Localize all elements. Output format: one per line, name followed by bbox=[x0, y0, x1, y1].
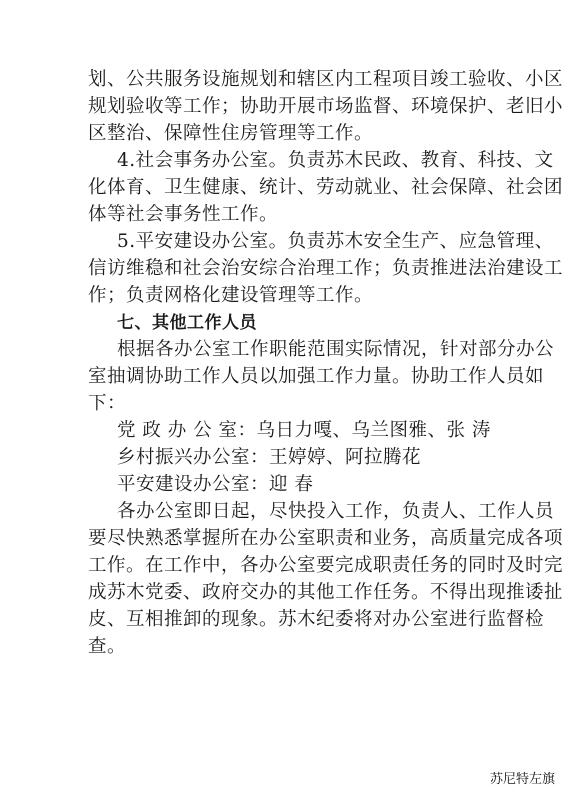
paragraph-line: 规划验收等工作；协助开展市场监督、环境保护、老旧小 bbox=[88, 96, 564, 117]
footer-label: 苏尼特左旗 bbox=[490, 772, 556, 787]
paragraph-line: 4.社会事务办公室。负责苏木民政、教育、科技、文 bbox=[117, 150, 554, 171]
staff-list-item: 平安建设办公室：迎 春 bbox=[117, 474, 314, 495]
paragraph-line: 各办公室即日起，尽快投入工作，负责人、工作人员 bbox=[117, 501, 555, 522]
paragraph-line: 信访维稳和社会治安综合治理工作；负责推进法治建设工 bbox=[88, 258, 564, 279]
staff-list-item: 乡村振兴办公室：王婷婷、阿拉腾花 bbox=[117, 447, 422, 468]
paragraph-line: 根据各办公室工作职能范围实际情况，针对部分办公 bbox=[117, 339, 555, 360]
paragraph-line: 要尽快熟悉掌握所在办公室职责和业务，高质量完成各项 bbox=[88, 528, 564, 549]
section-heading: 七、其他工作人员 bbox=[117, 313, 257, 333]
paragraph-line: 皮、互相推卸的现象。苏木纪委将对办公室进行监督检 bbox=[88, 609, 545, 630]
staff-list-item: 党 政 办 公 室：乌日力嘎、乌兰图雅、张 涛 bbox=[117, 420, 491, 441]
paragraph-line: 体等社会事务性工作。 bbox=[88, 204, 279, 225]
paragraph-line: 化体育、卫生健康、统计、劳动就业、社会保障、社会团 bbox=[88, 177, 564, 198]
paragraph-line: 查。 bbox=[88, 636, 127, 657]
paragraph-line: 成苏木党委、政府交办的其他工作任务。不得出现推诿扯 bbox=[88, 582, 564, 603]
paragraph-line: 工作。在工作中，各办公室要完成职责任务的同时及时完 bbox=[88, 555, 564, 576]
paragraph-line: 下： bbox=[88, 393, 127, 414]
paragraph-line: 室抽调协助工作人员以加强工作力量。协助工作人员如 bbox=[88, 366, 545, 387]
paragraph-line: 划、公共服务设施规划和辖区内工程项目竣工验收、小区 bbox=[88, 69, 564, 90]
paragraph-line: 作；负责网格化建设管理等工作。 bbox=[88, 285, 374, 306]
paragraph-line: 5.平安建设办公室。负责苏木安全生产、应急管理、 bbox=[117, 231, 554, 252]
paragraph-line: 区整治、保障性住房管理等工作。 bbox=[88, 123, 374, 144]
